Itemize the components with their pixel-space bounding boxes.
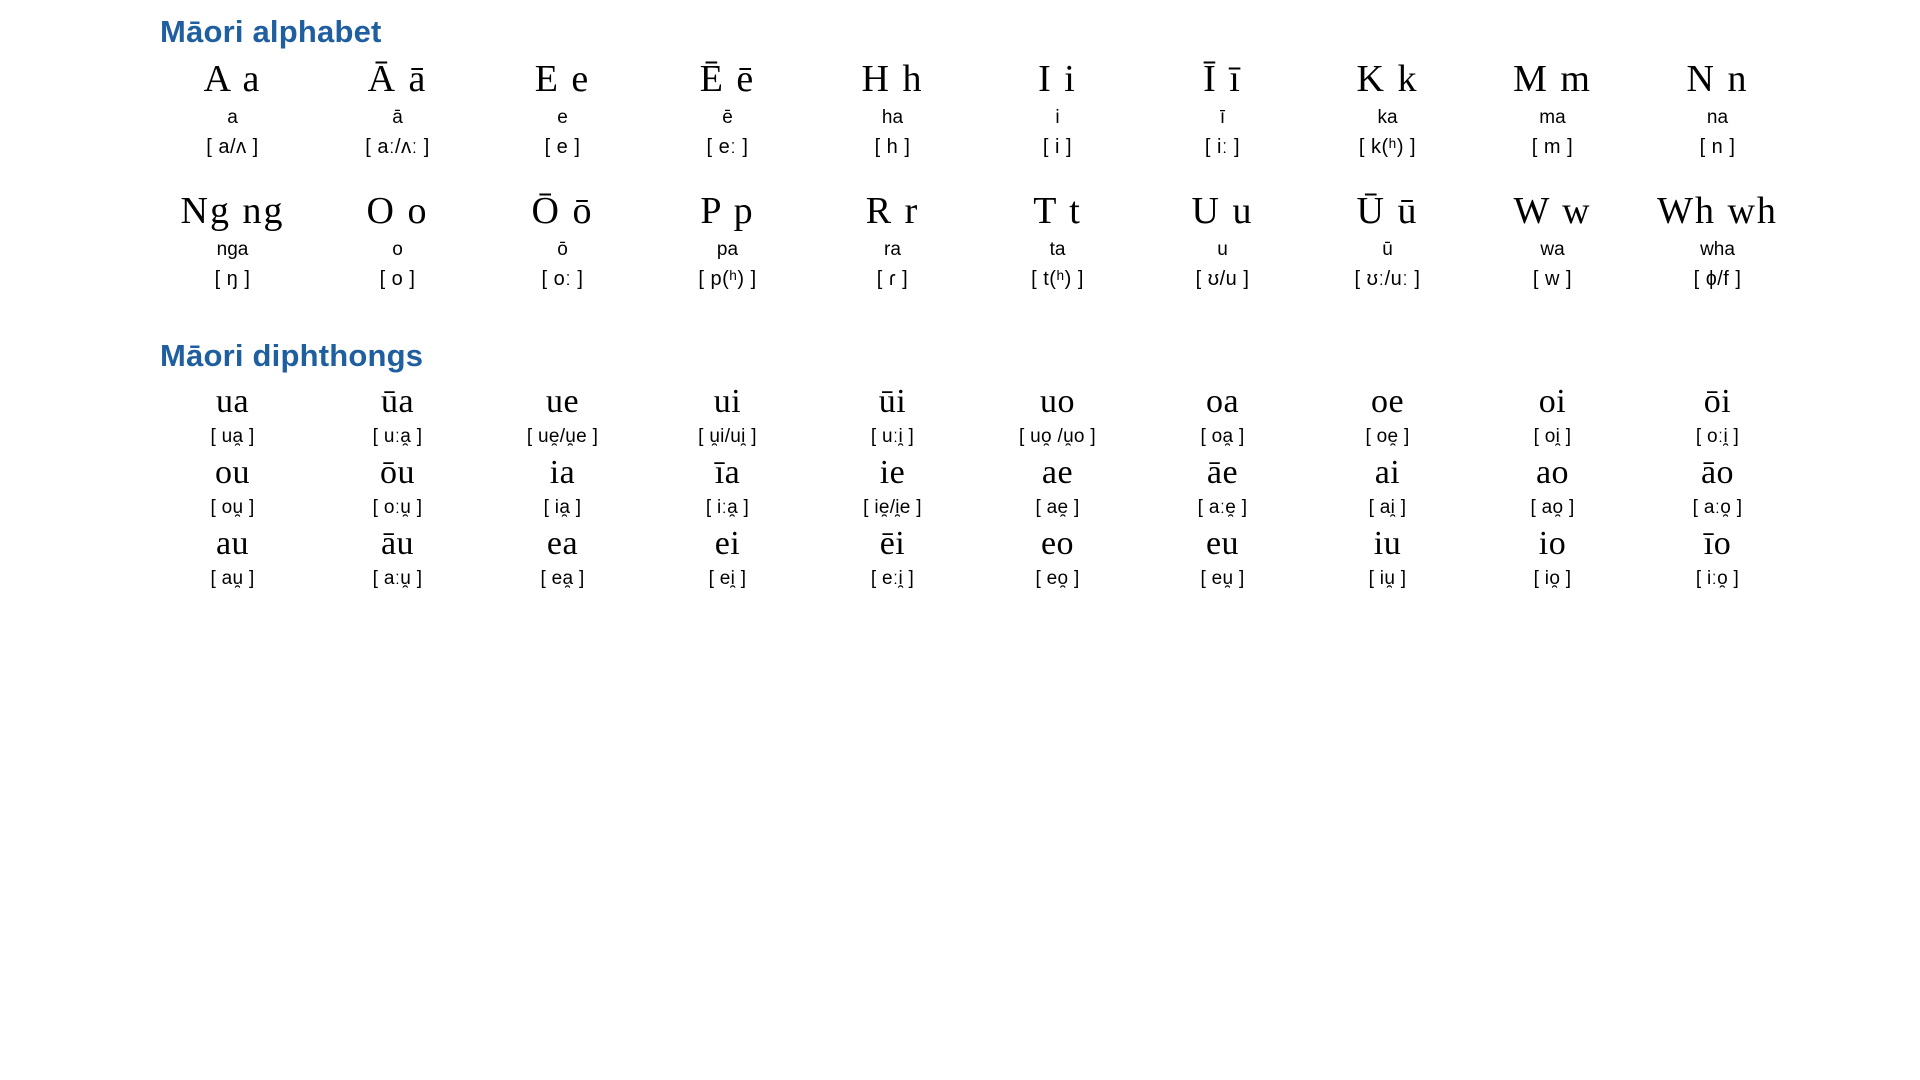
alphabet-letter: U u: [1191, 190, 1254, 232]
diphthong-ipa: [ ia̯ ]: [543, 496, 582, 518]
diphthong-ipa: [ iu̯ ]: [1368, 567, 1407, 589]
alphabet-name: ī: [1219, 106, 1226, 128]
diphthong-ipa: [ aːo̯ ]: [1692, 496, 1743, 518]
alphabet-ipa: [ n ]: [1699, 136, 1736, 158]
diphthong-ipa: [ io̯ ]: [1533, 567, 1572, 589]
alphabet-table-wrapper: [150, 56, 1810, 294]
table-row: [150, 424, 1800, 451]
diphthong-ipa: [ oa̯ ]: [1200, 426, 1245, 448]
alphabet-ipa: [ e ]: [544, 136, 581, 158]
diphthong-ipa: [ aːu̯ ]: [372, 567, 423, 589]
alphabet-letter: E e: [534, 58, 591, 100]
alphabet-ipa: [ ŋ ]: [214, 268, 251, 290]
diphthong-letter: ēi: [879, 524, 906, 562]
diphthong-letter: eo: [1040, 524, 1075, 562]
diphthong-letter: ūi: [878, 383, 907, 420]
diphthong-letter: io: [1538, 524, 1567, 562]
diphthong-ipa: [ ei̯ ]: [708, 567, 747, 589]
diphthong-ipa: [ ai̯ ]: [1368, 496, 1407, 518]
alphabet-letter: R r: [865, 190, 920, 232]
diphthong-letter: oi: [1538, 383, 1567, 420]
alphabet-name: na: [1706, 106, 1729, 128]
diphthong-ipa: [ ea̯ ]: [540, 567, 585, 589]
diphthongs-table-row-1: [150, 380, 1800, 592]
alphabet-ipa: [ p(ʰ) ]: [698, 268, 757, 290]
diphthong-letter: ia: [549, 453, 576, 491]
alphabet-letter: I i: [1038, 58, 1077, 100]
alphabet-ipa: [ ɸ/f ]: [1693, 268, 1742, 290]
alphabet-name: ra: [884, 238, 901, 260]
alphabet-letter: W w: [1513, 190, 1592, 232]
diphthong-letter: ea: [546, 524, 579, 562]
alphabet-name: pa: [716, 238, 739, 260]
diphthong-ipa: [ ou̯ ]: [210, 496, 255, 518]
alphabet-name: ka: [1377, 106, 1398, 128]
alphabet-letter: Wh wh: [1657, 190, 1778, 232]
diphthong-letter: ua: [215, 383, 250, 420]
alphabet-letter: Ō ō: [531, 190, 594, 232]
alphabet-ipa: [ eː ]: [706, 136, 749, 158]
table-row: [150, 522, 1800, 566]
row-spacer: [150, 162, 1810, 188]
alphabet-letter: P p: [700, 190, 755, 232]
table-row: [150, 495, 1800, 522]
diphthong-letter: ōi: [1703, 383, 1732, 420]
alphabet-name: wa: [1540, 238, 1565, 260]
alphabet-letter: Ī ī: [1203, 58, 1242, 100]
diphthong-letter: ai: [1374, 453, 1401, 491]
alphabet-ipa: [ aː/ʌː ]: [365, 136, 430, 158]
alphabet-ipa: [ i ]: [1042, 136, 1073, 158]
alphabet-table-row-2: [150, 188, 1800, 294]
alphabet-ipa: [ w ]: [1532, 268, 1573, 290]
diphthong-ipa: [ au̯ ]: [210, 567, 255, 589]
diphthong-letter: au: [215, 524, 250, 562]
alphabet-name: o: [392, 238, 403, 260]
table-row: [150, 188, 1800, 236]
diphthong-letter: iu: [1373, 524, 1402, 562]
alphabet-ipa: [ iː ]: [1204, 136, 1241, 158]
alphabet-letter: H h: [861, 58, 924, 100]
alphabet-name: ō: [557, 238, 568, 260]
alphabet-ipa: [ t(ʰ) ]: [1031, 268, 1084, 290]
diphthong-letter: āe: [1206, 453, 1239, 491]
diphthong-letter: eu: [1205, 524, 1240, 562]
diphthong-ipa: [ eu̯ ]: [1200, 567, 1245, 589]
diphthong-letter: uo: [1040, 383, 1075, 420]
alphabet-letter: O o: [366, 190, 429, 232]
diphthong-letter: oe: [1370, 383, 1405, 420]
alphabet-name: ma: [1539, 106, 1566, 128]
table-row: [150, 566, 1800, 593]
diphthong-ipa: [ eːi̯ ]: [870, 567, 915, 589]
alphabet-letter: N n: [1686, 58, 1749, 100]
table-row: [150, 264, 1800, 294]
alphabet-name: ha: [881, 106, 904, 128]
alphabet-ipa: [ h ]: [874, 136, 911, 158]
diphthong-ipa: [ ao̯ ]: [1530, 496, 1575, 518]
diphthong-ipa: [ oːi̯ ]: [1695, 426, 1740, 448]
alphabet-letter: K k: [1356, 58, 1419, 100]
alphabet-name: u: [1217, 238, 1228, 260]
alphabet-letter: Ū ū: [1356, 190, 1419, 232]
alphabet-letter: Ē ē: [699, 58, 756, 100]
diphthong-ipa: [ iːa̯ ]: [705, 496, 750, 518]
diphthong-ipa: [ oe̯ ]: [1365, 426, 1410, 448]
diphthongs-table-wrapper: [150, 380, 1810, 592]
alphabet-name: ta: [1049, 238, 1066, 260]
diphthong-letter: ei: [714, 524, 741, 562]
diphthong-ipa: [ oːu̯ ]: [372, 496, 423, 518]
table-row: [150, 451, 1800, 495]
diphthong-ipa: [ ae̯ ]: [1035, 496, 1080, 518]
alphabet-name: e: [557, 106, 568, 128]
diphthong-letter: īa: [714, 453, 741, 491]
alphabet-letter: A a: [203, 58, 262, 100]
diphthong-ipa: [ eo̯ ]: [1035, 567, 1080, 589]
diphthong-letter: ae: [1041, 453, 1074, 491]
diphthong-letter: ōu: [380, 453, 415, 491]
diphthong-letter: āu: [380, 524, 415, 562]
alphabet-ipa: [ o ]: [379, 268, 416, 290]
table-row: [150, 132, 1800, 162]
diphthong-ipa: [ ue̯/u̯e ]: [526, 426, 599, 448]
diphthong-letter: oa: [1205, 383, 1240, 420]
alphabet-letter: M m: [1513, 58, 1592, 100]
page-title-alphabet: Māori alphabet: [160, 14, 382, 49]
diphthong-letter: ie: [879, 453, 906, 491]
alphabet-letter: Ā ā: [367, 58, 428, 100]
alphabet-name: ū: [1382, 238, 1393, 260]
diphthong-ipa: [ ie̯/i̯e ]: [863, 496, 922, 518]
alphabet-ipa: [ k(ʰ) ]: [1358, 136, 1417, 158]
alphabet-name: ē: [722, 106, 733, 128]
alphabet-name: a: [227, 106, 238, 128]
alphabet-name: wha: [1700, 238, 1735, 260]
page-title-diphthongs: Māori diphthongs: [160, 338, 424, 373]
diphthong-ipa: [ oi̯ ]: [1533, 426, 1572, 448]
alphabet-ipa: [ ʊː/uː ]: [1354, 268, 1421, 290]
diphthong-letter: āo: [1700, 453, 1735, 491]
alphabet-ipa: [ a/ʌ ]: [206, 136, 259, 158]
alphabet-ipa: [ oː ]: [541, 268, 584, 290]
diphthong-ipa: [ u̯i/ui̯ ]: [698, 426, 757, 448]
diphthong-ipa: [ ua̯ ]: [210, 426, 255, 448]
alphabet-name: i: [1055, 106, 1060, 128]
alphabet-letter: T t: [1033, 190, 1082, 232]
alphabet-ipa: [ ʊ/u ]: [1195, 268, 1250, 290]
alphabet-name: ā: [392, 106, 403, 128]
alphabet-ipa: [ m ]: [1531, 136, 1574, 158]
alphabet-letter: Ng ng: [180, 190, 285, 232]
diphthong-letter: ui: [713, 383, 742, 420]
diphthong-ipa: [ uo̯ /u̯o ]: [1019, 426, 1096, 448]
diphthong-letter: ūa: [380, 383, 415, 420]
alphabet-ipa: [ ɾ ]: [876, 268, 909, 290]
diphthong-ipa: [ uːa̯ ]: [372, 426, 423, 448]
alphabet-table-row-1: [150, 56, 1800, 162]
diphthong-ipa: [ uːi̯ ]: [870, 426, 915, 448]
diphthong-letter: ou: [215, 453, 250, 491]
alphabet-name: nga: [216, 238, 249, 260]
diphthong-letter: ao: [1535, 453, 1570, 491]
diphthong-ipa: [ iːo̯ ]: [1695, 567, 1740, 589]
table-row: [150, 56, 1800, 104]
diphthong-ipa: [ aːe̯ ]: [1197, 496, 1248, 518]
diphthong-letter: ue: [545, 383, 580, 420]
table-row: [150, 236, 1800, 265]
section-spacer: [0, 294, 1920, 338]
table-row: [150, 104, 1800, 133]
table-row: [150, 380, 1800, 424]
diphthong-letter: īo: [1703, 524, 1732, 562]
